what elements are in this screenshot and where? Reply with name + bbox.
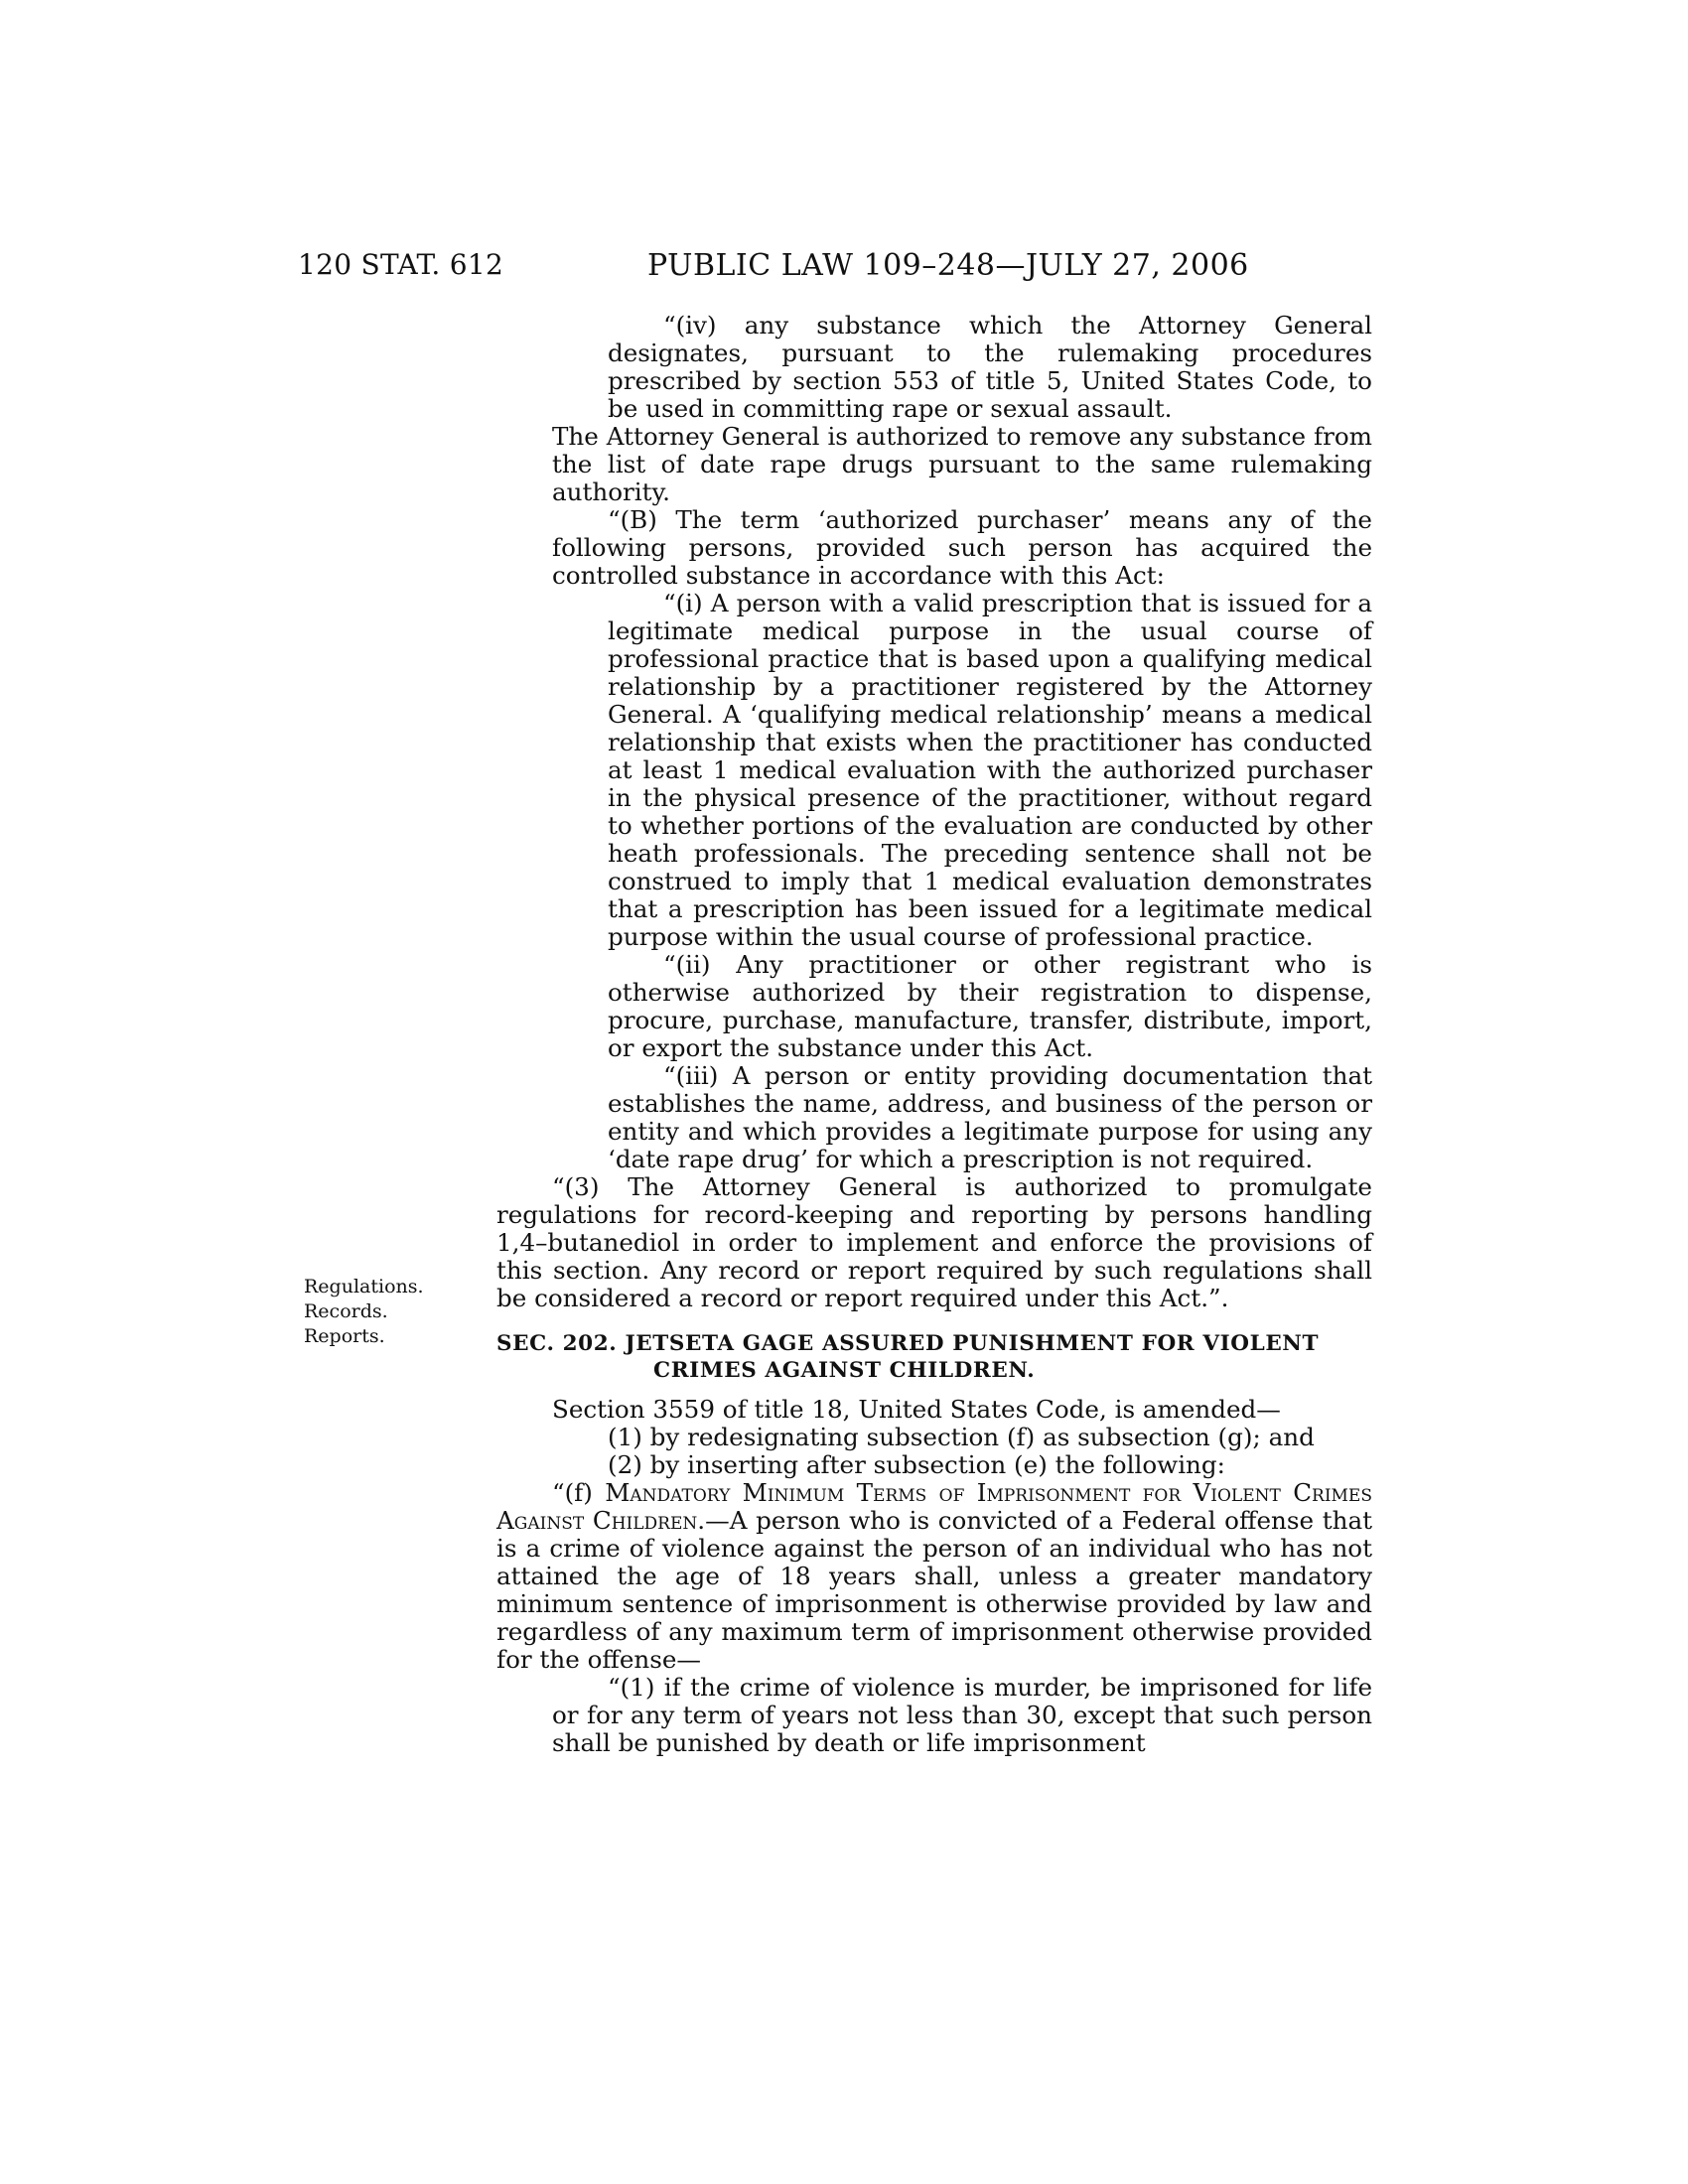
margin-note xyxy=(304,1275,424,1349)
subsection-f-text: —A person who is convicted of a Federal offense that is a crime of violence against the person of an individual who has not attained the age of 18 years shall, unless a greater mandatory minimum sentence of imprisonment is otherwise provided by law and regardless of any maximum term of imprisonment otherwise provided for the offense— xyxy=(496,1506,1372,1674)
subsection-f-paragraph-1: “(1) if the crime of violence is murder, be imprisoned for life or for any term of years not less than 30, except that such person shall be punished by death or life imprisonment xyxy=(552,1673,1372,1757)
body-text xyxy=(496,311,1372,1757)
subsection-f-caption: Mandatory Minimum Terms of Imprisonment for Violent Crimes Against Children. xyxy=(496,1478,1372,1535)
amendment-item-1: (1) by redesignating subsection (f) as subsection (g); and xyxy=(608,1423,1315,1451)
section-intro: Section 3559 of title 18, United States Code, is amended— xyxy=(552,1395,1281,1424)
section-heading-line1: SEC. 202. JETSETA GAGE ASSURED PUNISHMENT FOR VIOLENT xyxy=(496,1331,1320,1356)
section-heading-line2: CRIMES AGAINST CHILDREN. xyxy=(653,1358,1036,1383)
margin-note-records: Records. xyxy=(304,1300,388,1322)
clause-i: “(i) A person with a valid prescription that is issued for a legitimate medical purpose in the usual course of professional practice that is based upon a qualifying medical relationship by a practitioner registered by the Attorney General. A ‘qualifying medical relationship’ means a medical relationship that exists when the practitioner has conducted at least 1 medical evaluation with the authorized purchaser in the physical presence of the practitioner, without regard to whether portions of the evaluation are conducted by other heath professionals. The preceding sentence shall not be construed to imply that 1 medical evaluation demonstrates that a prescription has been issued for a legitimate medical purpose within the usual course of professional practice. xyxy=(608,589,1372,951)
paragraph-removal-authority: The Attorney General is authorized to remove any substance from the list of date rape drugs pursuant to the same rulemaking authority. xyxy=(552,422,1372,506)
section-heading xyxy=(496,1330,1372,1384)
clause-ii: “(ii) Any practitioner or other registrant who is otherwise authorized by their registration to dispense, procure, purchase, manufacture, transfer, distribute, import, or export the substance under this Act. xyxy=(608,950,1372,1062)
running-header: PUBLIC LAW 109–248—JULY 27, 2006 xyxy=(647,248,1249,283)
paragraph-3: “(3) The Attorney General is authorized to promulgate regulations for record-keeping and reporting by persons handling 1,4–butanediol in order to implement and enforce the provisions of this section. Any record or report required by such regulations shall be considered a record or report required under this Act.”. xyxy=(496,1172,1372,1312)
subsection-f xyxy=(496,1479,1372,1674)
amendment-item-2: (2) by inserting after subsection (e) the following: xyxy=(608,1450,1225,1479)
statute-page-number: 120 STAT. 612 xyxy=(298,248,504,281)
margin-note-regulations: Regulations. xyxy=(304,1276,424,1297)
subsection-f-open: “(f) xyxy=(552,1478,606,1507)
subparagraph-B: “(B) The term ‘authorized purchaser’ means any of the following persons, provided such person has acquired the controlled substance in accordance with this Act: xyxy=(552,505,1372,590)
clause-iii: “(iii) A person or entity providing documentation that establishes the name, address, and business of the person or entity and which provides a legitimate purpose for using any ‘date rape drug’ for which a prescription is not required. xyxy=(608,1061,1372,1173)
margin-note-reports: Reports. xyxy=(304,1325,385,1347)
clause-iv: “(iv) any substance which the Attorney General designates, pursuant to the rulemaking procedures prescribed by section 553 of title 5, United States Code, to be used in committing rape or sexual assault. xyxy=(608,311,1372,423)
